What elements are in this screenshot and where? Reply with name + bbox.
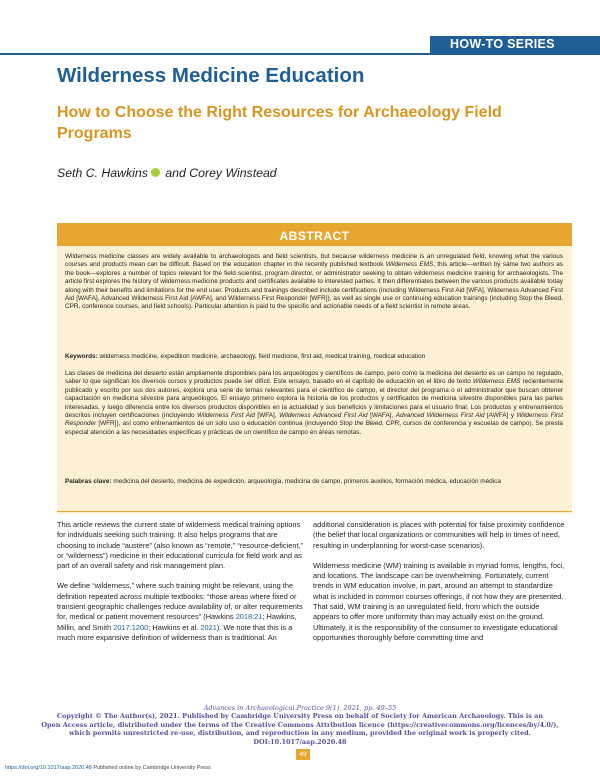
abstract-spanish-part: [WFR]), así como entrenamientos de un solo uso o educación continua (incluyendo bbox=[96, 420, 340, 428]
series-banner bbox=[430, 36, 600, 53]
journal-line: Advances in Archaeological Practice 9(1), 2021, pp. 49–55 bbox=[203, 704, 397, 712]
abstract-english-part: , this article—written by same two authors as the book—explores a number of topics relevant for the field scientist, program director, or administrator seeking to obtain wilderness medicine training for archaeologists. The article first explores the history of wilderness medicine products and certificates available to interested parties. It then differentiates between the various products available today along with their benefits and limitations for the end user. Products and trainings described include certifications (including Wilderness First Aid [WFA], Wilderness Advanced First Aid [WAFA], Advanced Wilderness First Aid [AWFA], and Wilderness First Responder [WFR]), as well as single use or continuing education trainings (including Stop the Bleed, CPR, conference courses, and field schools). Particular attention is paid to the specific and actionable needs of a field scientist in remote areas. bbox=[65, 261, 563, 311]
body-text: We define “wilderness,” where such training might be relevant, using the definition repeated across multiple textbooks: “those areas where fixed or transient geographic challenges reduce availability of, or alter requirements for, medical or patient movement resources” (Hawkins bbox=[57, 581, 303, 622]
abstract-box bbox=[57, 223, 572, 514]
abstract-spanish-ital: Wilderness First Responder bbox=[65, 412, 563, 428]
body-paragraph bbox=[57, 581, 307, 643]
body-column-right bbox=[313, 520, 565, 653]
doi-url-link[interactable]: https://doi.org/10.1017/aap.2020.48 bbox=[5, 765, 92, 771]
body-paragraph: Wilderness medicine (WM) training is available in myriad forms, lengths, foci, and locations. The landscape can be overwhelming. Fortunately, current trends in WM education involve, in part, around an attempt to standardize what is included in common courses offerings, if not how they are presented. That said, WM training is an unregulated field, from which the outside appears to offer more uniformity than may actually exist on the ground. Ultimately, it is the responsibility of the consumer to investigate educational opportunities thoroughly before committing time and bbox=[313, 560, 565, 642]
citation-link[interactable]: 2017:1200 bbox=[113, 622, 149, 632]
citation-link[interactable]: 2021 bbox=[200, 622, 217, 632]
body-text: ; Hawkins et al. bbox=[148, 622, 201, 632]
keywords-label: Keywords: bbox=[65, 353, 98, 360]
author-1[interactable]: Seth C. Hawkins bbox=[57, 166, 148, 180]
abstract-header bbox=[57, 226, 572, 246]
abstract-spanish-part: Las clases de medicina del desierto están ampliamente disponibles para los arqueólogos y científicos de campo, pero como la medicina del desierto es un campo no regulado, saber lo que significan los diversos cursos y productos puede ser difícil. Este ensayo, basado en el capítulo de educación en el libro de texto bbox=[65, 370, 563, 386]
keywords bbox=[65, 353, 563, 361]
citation-link[interactable]: 2018:21 bbox=[235, 612, 263, 622]
copyright-line: Copyright © The Author(s), 2021. Published by Cambridge University Press on behalf of Society for American Archaeology. This is an bbox=[56, 712, 544, 721]
body-paragraph: This article reviews the current state of wilderness medical training options for individuals seeking such training. It also helps programs that are choosing to include “austere” (also known as “remote,” “resource-deficient,” or “wilderness”) medicine in their educational curricula for field work and as part of an overall safety and risk management plan. bbox=[57, 520, 304, 571]
article-subtitle: How to Choose the Right Resources for Archaeology Field Programs bbox=[57, 104, 502, 142]
author-2[interactable]: Corey Winstead bbox=[189, 166, 277, 180]
abstract-heading: ABSTRACT bbox=[279, 229, 350, 243]
orcid-icon[interactable] bbox=[151, 168, 160, 177]
body-column-left bbox=[57, 520, 307, 653]
palabras-clave bbox=[65, 478, 563, 486]
abstract-spanish-part: [WAFA], bbox=[367, 412, 396, 420]
abstract-spanish-ital: Wilderness Advanced First Aid bbox=[279, 412, 368, 420]
body-text: ). We note that this is a much more expansive definition of wilderness than is traditional. An bbox=[57, 622, 293, 642]
abstract-book-title: Wilderness EMS bbox=[385, 261, 434, 269]
palabras-label: Palabras clave: bbox=[65, 478, 112, 485]
header-rule bbox=[0, 53, 600, 55]
abstract-spanish-part: recientemente publicado y escrito por sus dos autores, explora una serie de temas relevantes para el científico de campo, el director del programa o el administrador que buscan obtener capacitación en medicina silvestre para arqueólogos. El ensayo primero explora la historia de los productos y certificados de medicina silvestre disponibles para las partes interesadas, y luego diferencia entre los diversos productos disponibles en la actualidad y sus beneficios y limitaciones para el usuario final. Los productos y entrenamientos descritos incluyen certificaciones (incluyendo bbox=[65, 378, 563, 420]
article-title: Wilderness Medicine Education bbox=[57, 64, 365, 87]
abstract-spanish-ital: Advanced Wilderness First Aid bbox=[395, 412, 485, 420]
abstract-spanish bbox=[65, 370, 563, 437]
footer-note bbox=[5, 765, 211, 771]
keywords-list: wilderness medicine, expedition medicine, archaeology, field medicine, first aid, medical training, medical education bbox=[97, 353, 426, 360]
abstract-spanish-book: Wilderness EMS bbox=[472, 378, 521, 386]
abstract-spanish-ital: Wilderness First Aid bbox=[197, 412, 255, 420]
abstract-english-part: Wilderness medicine classes are widely available to archaeologists and field scientists, but because wilderness medicine is an unregulated field, knowing what the various courses and products mean can be difficult. Based on the education chapter in the recently published textbook bbox=[65, 253, 563, 269]
abstract-spanish-part: [AWFA] y bbox=[484, 412, 517, 420]
page-number: 49 bbox=[296, 749, 310, 760]
author-joiner: and bbox=[161, 166, 190, 180]
series-label: HOW-TO SERIES bbox=[450, 37, 555, 51]
body-paragraph: additional consideration is places with potential for false proximity confidence (the belief that local organizations or communities will help in times of need, resulting in underplanning for worst-case scenarios). bbox=[313, 520, 565, 550]
abstract-spanish-part: , CPR, cursos de conferencia y escuelas de campo). Se presta especial atención a las necesidades específicas y prácticas de un científico de campo en áreas remotas. bbox=[65, 420, 563, 436]
abstract-spanish-part: [WFA], bbox=[254, 412, 280, 420]
abstract-spanish-ital: Stop the Bleed bbox=[339, 420, 382, 428]
palabras-list: medicina del desierto, medicina de expedición, arqueología, medicina de campo, primeros auxilios, formación médica, educación médica bbox=[111, 478, 501, 485]
copyright-line[interactable]: Open Access article, distributed under the terms of the Creative Commons Attribution licence (https://creativecommons.org/licences/by/4.0/), bbox=[41, 720, 559, 729]
abstract-english bbox=[65, 253, 563, 312]
body-text: ; Hawkins, Millin, and Smith bbox=[57, 612, 297, 632]
doi-line[interactable]: DOI:10.1017/aap.2020.48 bbox=[253, 737, 347, 746]
published-online-text: Published online by Cambridge University Press bbox=[91, 765, 211, 771]
author-line bbox=[57, 166, 577, 180]
copyright-line: which permits unrestricted re-use, distribution, and reproduction in any medium, provided the original work is properly cited. bbox=[69, 729, 531, 738]
citation-block bbox=[0, 704, 600, 746]
abstract-bottom-rule bbox=[57, 511, 572, 512]
